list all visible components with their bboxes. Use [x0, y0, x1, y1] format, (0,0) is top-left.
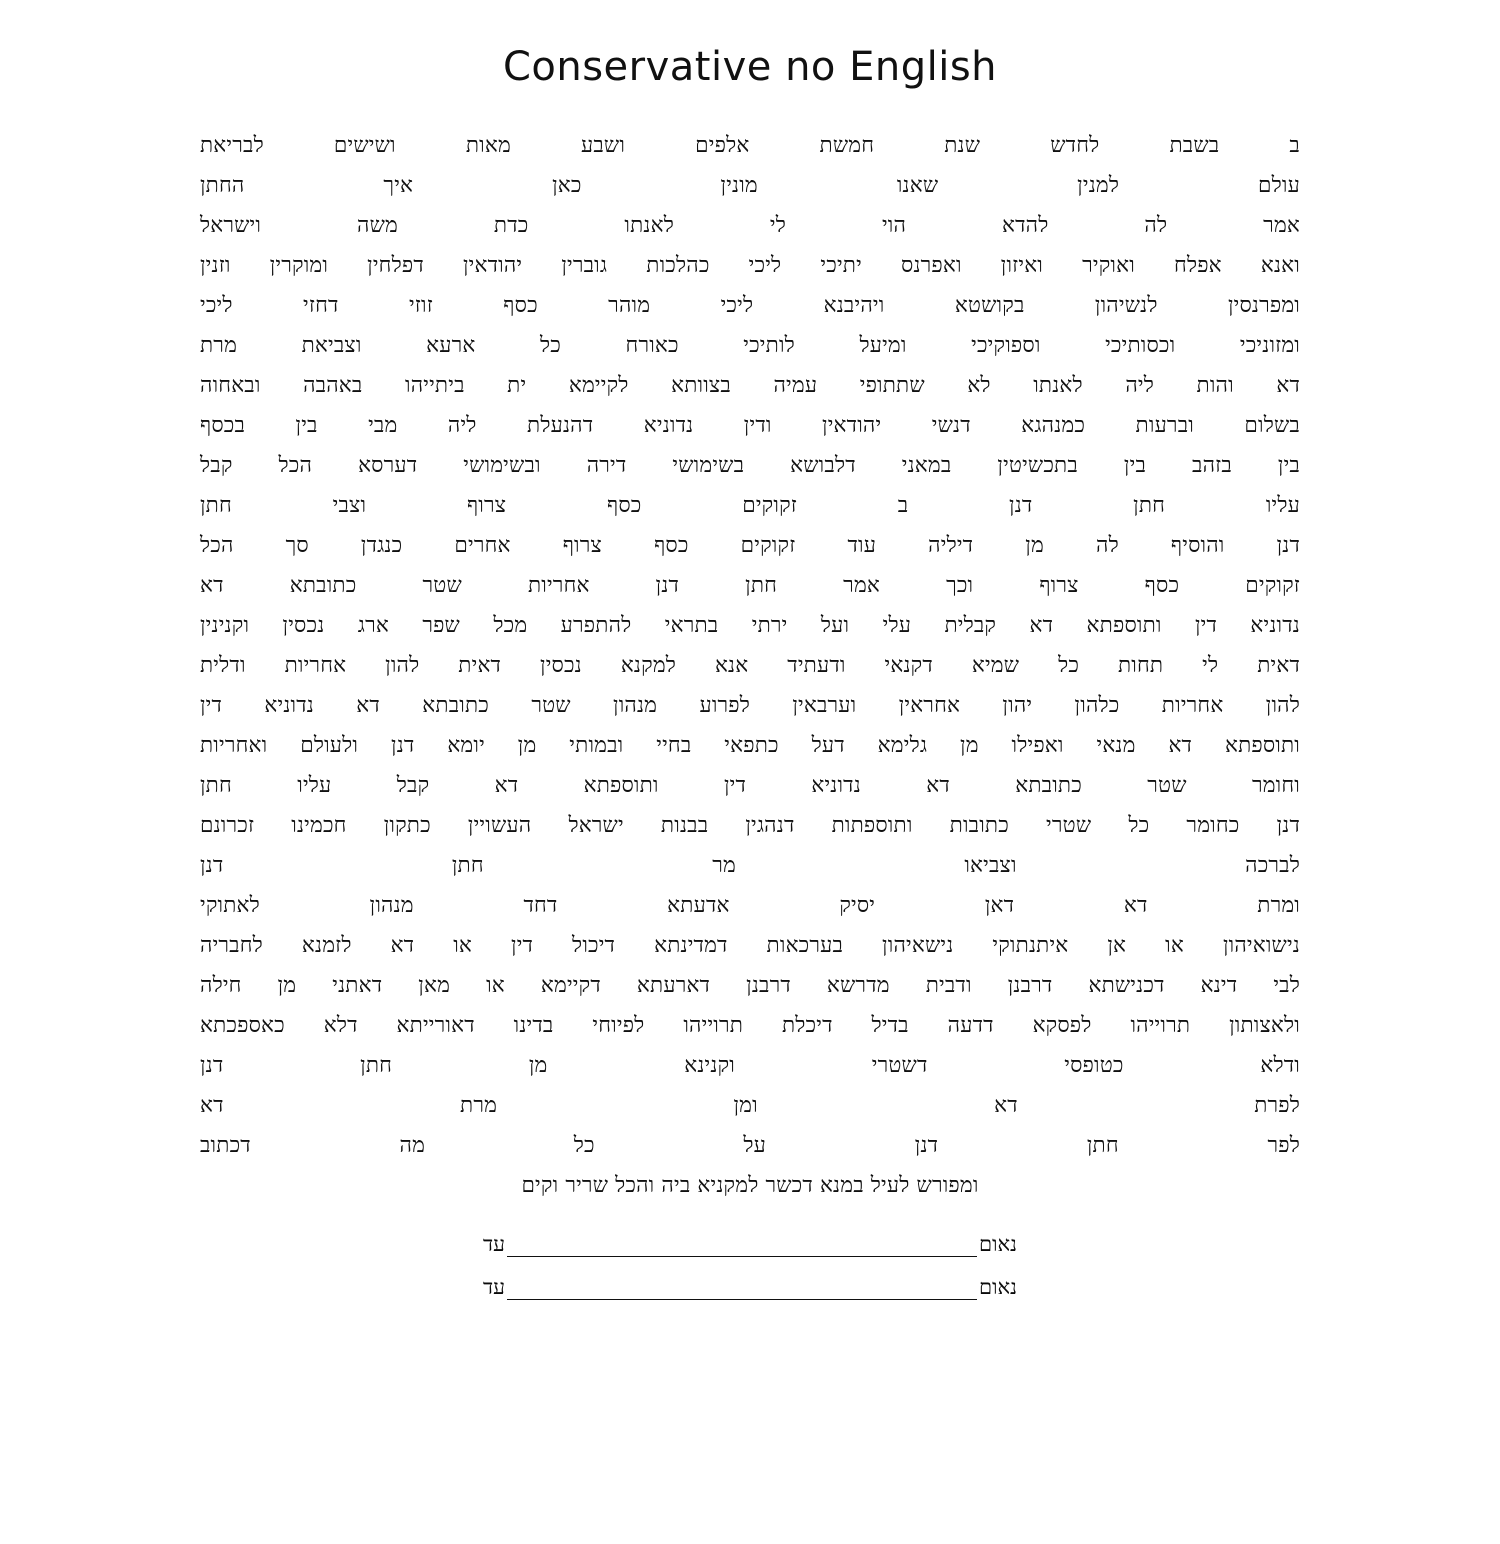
text-line: נישואיהון או אן איתנתוקי נישאיהון בערכאות דמדינתא דיכול דין או דא לזמנא לחבריה: [200, 933, 1300, 958]
text-line: דנן כחומר כל שטרי כתובות ותוספתות דנהגין בבנות ישראל העשויין כתקון חכמינו זכרונם: [200, 813, 1300, 838]
ketubah-text-body: [200, 126, 1300, 1206]
signature-label: נאום: [979, 1232, 1017, 1256]
witness-label: עד: [483, 1275, 506, 1299]
text-line: דאית לי תחות כל שמיא דקנאי ודעתיד אנא למקנא נכסין דאית להון אחריות ודלית: [200, 653, 1300, 678]
text-line: לפר חתן דנן על כל מה דכתוב: [200, 1133, 1300, 1158]
text-line: ומרת דא דאן יסיק אדעתא דחד מנהון לאתוקי: [200, 893, 1300, 918]
text-line: ומפרנסין לנשיהון בקושטא ויהיבנא ליכי מוהר כסף זוזי דחזי ליכי: [200, 293, 1300, 318]
text-line: עולם למנין שאנו מונין כאן איך החתן: [200, 173, 1300, 198]
ketubah-page: [0, 44, 1500, 1544]
signature-line[interactable]: [507, 1277, 977, 1300]
page-title: Conservative no English: [502, 44, 998, 90]
text-line: אמר לה להדא הוי לי לאנתו כדת משה וישראל: [200, 213, 1300, 238]
signature-row: [200, 1275, 1300, 1300]
signature-line[interactable]: [507, 1234, 977, 1257]
text-line: ומזוניכי וכסותיכי וספוקיכי ומיעל לותיכי כאורח כל ארעא וצביאת מרת: [200, 333, 1300, 358]
text-line: להון אחריות כלהון יהון אחראין וערבאין לפרוע מנהון שטר כתובתא דא נדוניא דין: [200, 693, 1300, 718]
text-line: עליו חתן דנן ב זקוקים כסף צרוף וצבי חתן: [200, 493, 1300, 518]
text-line: דא והות ליה לאנתו לא שתתופי עמיה בצוותא לקיימא ית ביתייהו באהבה ובאחוה: [200, 373, 1300, 398]
signature-row: [200, 1232, 1300, 1257]
text-line: דנן והוסיף לה מן דיליה עוד זקוקים כסף צרוף אחרים כנגדן סך הכל: [200, 533, 1300, 558]
text-line: לבי דינא דכנישתא דרבנן ודבית מדרשא דרבנן דארעתא דקיימא או מאן דאתני מן חילה: [200, 973, 1300, 998]
text-line: ודלא כטופסי דשטרי וקנינא מן חתן דנן: [200, 1053, 1300, 1078]
signature-label: נאום: [979, 1275, 1017, 1299]
text-line: ולאצותון תרוייהו לפסקא דדעה בדיל דיכלת תרוייהו לפיוחי בדינו דאורייתא דלא כאספכתא: [200, 1013, 1300, 1038]
text-line: בין בזהב בין בתכשיטין במאני דלבושא בשימושי דירה ובשימושי דערסא הכל קבל: [200, 453, 1300, 478]
signature-block: [200, 1232, 1300, 1300]
text-line: וחומר שטר כתובתא דא נדוניא דין ותוספתא דא קבל עליו חתן: [200, 773, 1300, 798]
text-line: ואנא אפלח ואוקיר ואיזון ואפרנס יתיכי ליכי כהלכות גוברין יהודאין דפלחין ומוקרין וזנין: [200, 253, 1300, 278]
text-line: זקוקים כסף צרוף וכך אמר חתן דנן אחריות שטר כתובתא דא: [200, 573, 1300, 598]
text-line: נדוניא דין ותוספתא דא קבלית עלי ועל ירתי בתראי להתפרע מכל שפר ארג נכסין וקנינין: [200, 613, 1300, 638]
text-line: ומפורש לעיל במנא דכשר למקניא ביה והכל שריר וקים: [521, 1173, 979, 1198]
text-line: לפרת דא ומן מרת דא: [200, 1093, 1300, 1118]
text-line: ב בשבת לחדש שנת חמשת אלפים ושבע מאות ושישים לבריאת: [200, 133, 1300, 158]
witness-label: עד: [483, 1232, 506, 1256]
text-line: בשלום וברעות כמנהגא דנשי יהודאין ודין נדוניא דהנעלת ליה מבי בין בכסף: [200, 413, 1300, 438]
text-line: לברכה וצביאו מר חתן דנן: [200, 853, 1300, 878]
text-line: ותוספתא דא מנאי ואפילו מן גלימא דעל כתפאי בחיי ובמותי מן יומא דנן ולעולם ואחריות: [200, 733, 1300, 758]
